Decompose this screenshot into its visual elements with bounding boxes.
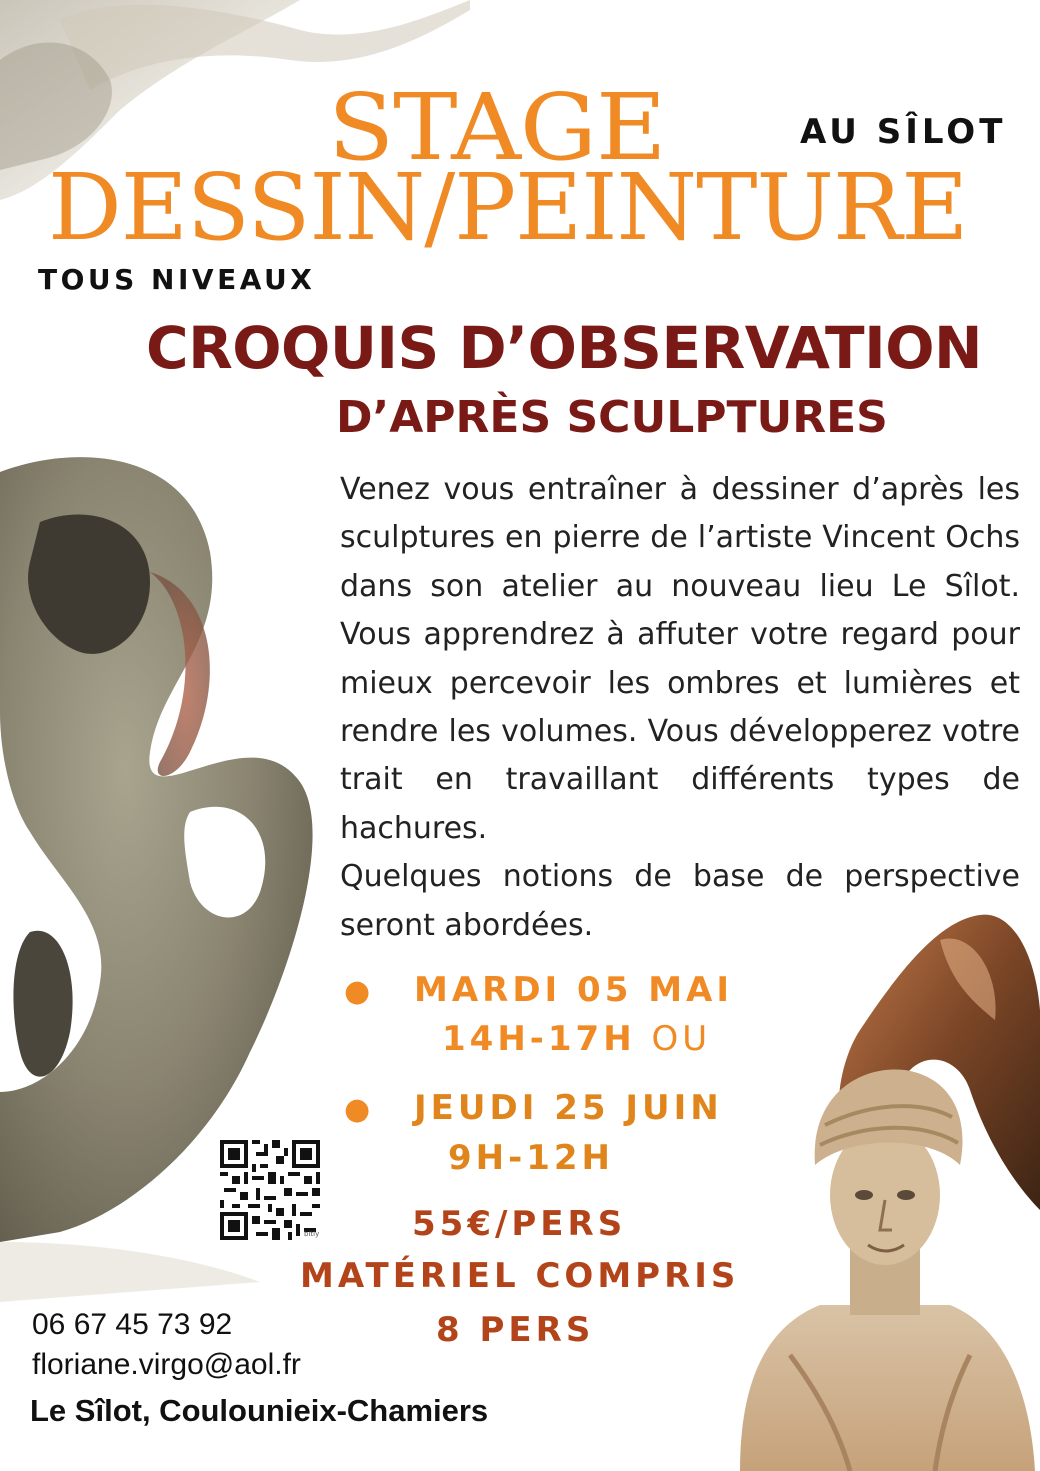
contact-phone[interactable]: 06 67 45 73 92 xyxy=(32,1308,233,1341)
bullet-icon: ● xyxy=(344,974,371,1009)
subtitle-sculptures: D’APRÈS SCULPTURES xyxy=(336,392,888,443)
contact-place: Le Sîlot, Coulounieix-Chamiers xyxy=(30,1393,489,1428)
session-time-line xyxy=(442,1019,711,1059)
sculpture-photo-bust xyxy=(730,1055,1040,1471)
description-paragraph: Quelques notions de base de perspective seront abordées. xyxy=(340,859,1020,943)
description-paragraph: Venez vous entraîner à dessiner d’après les sculptures en pierre de l’artiste Vincent Ochs dans son atelier au nouveau lieu Le Sîlot. Vous apprendrez à affuter votre regard pour mieux percevoir les ombres et lumières et rendre les volumes. Vous développerez votre trait en travaillant différents types de hachures. xyxy=(340,472,1020,846)
qr-caption: bitly xyxy=(304,1230,320,1238)
title-dessin-peinture: DESSIN/PEINTURE xyxy=(48,154,968,261)
capacity: 8 PERS xyxy=(436,1310,595,1350)
session-day: JEUDI 25 JUIN xyxy=(414,1088,723,1128)
level-label: TOUS NIVEAUX xyxy=(38,263,316,296)
material-included: MATÉRIEL COMPRIS xyxy=(300,1256,740,1296)
session-time: 14H-17H xyxy=(442,1019,636,1059)
description xyxy=(340,466,1020,950)
session-time: 9H-12H xyxy=(448,1138,614,1178)
qr-code[interactable] xyxy=(220,1140,320,1240)
contact-email[interactable]: floriane.virgo@aol.fr xyxy=(32,1348,301,1381)
bullet-icon: ● xyxy=(344,1092,371,1127)
session-connector: OU xyxy=(651,1019,712,1059)
price: 55€/PERS xyxy=(412,1204,627,1244)
title-stage: STAGE xyxy=(328,74,666,181)
session-day: MARDI 05 MAI xyxy=(414,970,733,1010)
location-tag: AU SÎLOT xyxy=(800,112,1007,152)
subtitle-croquis: CROQUIS D’OBSERVATION xyxy=(146,314,983,382)
